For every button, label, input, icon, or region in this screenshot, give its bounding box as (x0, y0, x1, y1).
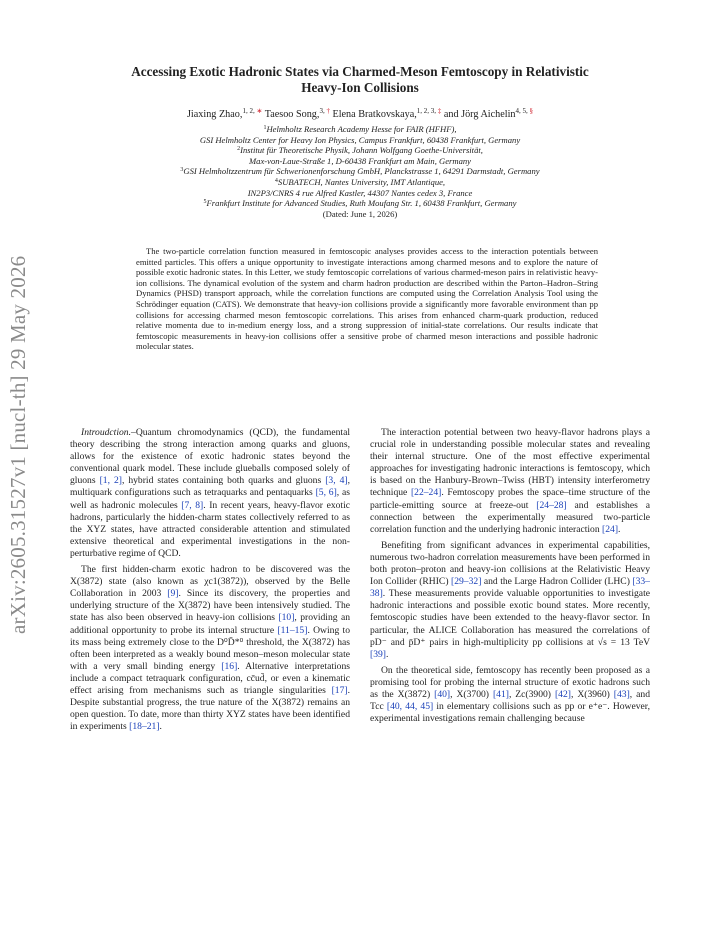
title-line: Heavy-Ion Collisions (301, 80, 419, 95)
author (187, 109, 262, 120)
text-run: , and Tcc (370, 688, 650, 713)
citation-link[interactable]: [11–15] (277, 624, 308, 636)
text-run: . In recent years, heavy-flavor exotic hadrons, particularly the hidden-charm states collectively referred to as the XYZ states, have attracted considerable attention and stimulated extensive theoretical and experimental investigations in the non-perturbative regime of QCD. (70, 499, 351, 559)
affil-numbers: 3, (319, 107, 327, 115)
citation-link[interactable]: [24–28] (536, 499, 567, 511)
citation-link[interactable]: [9] (167, 588, 179, 600)
text-run: , multiquark configurations such as tetraquarks and pentaquarks (70, 475, 350, 499)
citation-link[interactable]: [43] (613, 688, 630, 700)
affiliation-list (60, 124, 660, 219)
affiliation-text: GSI Helmholtz Center for Heavy Ion Physics, Campus Frankfurt, 60438 Frankfurt, Germany (199, 134, 521, 145)
arxiv-identifier[interactable]: arXiv:2605.31527v1 [nucl-th] 29 May 2026 (6, 255, 30, 635)
affiliation-line (60, 198, 660, 209)
affil-numbers: 1, 2, (242, 107, 257, 115)
citation-link[interactable]: [42] (554, 688, 571, 700)
text-run: and establishes a connection between the experimentally measured two-particle correlation function and the underlying hadronic interaction (370, 499, 650, 535)
affil-numbers: 1, 2, 3, (416, 107, 438, 115)
affiliation-text: Helmholtz Research Academy Hesse for FAIR (HFHF), (266, 124, 457, 134)
citation-link[interactable]: [40] (434, 688, 451, 700)
affiliation-text: Frankfurt Institute for Advanced Studies, Ruth Moufang Str. 1, 60438 Frankfurt, Germany (206, 198, 517, 209)
citation-link[interactable]: [16] (221, 660, 238, 672)
author-name: and Jörg Aichelin (443, 109, 516, 120)
citation-link[interactable]: [22–24] (410, 487, 442, 499)
affiliation-line (60, 166, 660, 177)
citation-link[interactable]: [1, 2] (99, 475, 122, 487)
abstract: The two-particle correlation function measured in femtoscopic analyses provides access to the interaction potentials between emitted particles. This offers a unique opportunity to investigate interactions among charmed mesons and to explore the nature of possible exotic hadronic states. In this Letter, we study femtoscopic correlations of various charmed-meson pairs in relativistic heavy-ion collisions. The dynamical evolution of the system and charm hadron production are described within the Parton–Hadron–String Dynamics (PHSD) transport approach, while the correlation functions are computed using the Correlation Analysis Tool using the Schrödinger equation (CATS). We demonstrate that heavy-ion collisions provide a significantly more favorable environment than pp collisions for accessing charmed meson femtoscopic correlations. This arises from enhanced charm-quark production, reduced relative momenta due to in-medium energy loss, and a strong suppression of initial-state correlations. Our results indicate that femtoscopic measurements in heavy-ion collisions offer a sensitive probe of charmed meson interactions and possible hadronic molecular states. (136, 246, 598, 352)
affiliation-line (60, 145, 660, 156)
citation-link[interactable]: [33–38] (370, 576, 650, 600)
citation-link[interactable]: [5, 6] (315, 487, 337, 499)
citation-link[interactable]: [7, 8] (181, 499, 204, 511)
citation-link[interactable]: [24] (602, 523, 619, 535)
affiliation-text: GSI Helmholtzzentrum für Schwerionenforschung GmbH, Planckstrasse 1, 64291 Darmstadt, Germany (183, 166, 540, 177)
text-run: . Alternative interpretations include a compact tetraquark configuration, cc̄ud̄, or even a kinematic effect arising from mechanisms such as triangle singularities (70, 660, 350, 696)
text-run: –Quantum chromodynamics (QCD), the fundamental theory describing the strong interaction among quarks and gluons, allows for the existence of exotic hadronic states beyond the conventional quark model. These include glueballs composed solely of gluons (70, 427, 350, 487)
affiliation-line (60, 156, 660, 167)
text-run: , Zc(3900) (508, 688, 555, 700)
author-name: Jiaxing Zhao, (186, 109, 243, 120)
author (265, 109, 330, 120)
title-line: Accessing Exotic Hadronic States via Charmed-Meson Femtoscopy in Relativistic (131, 64, 589, 79)
citation-link[interactable]: [17] (331, 684, 348, 696)
text-run: Benefiting from significant advances in experimental capabilities, numerous two-hadron correlation measurements have been performed in both proton–proton and heavy-ion collisions at the Relativistic Heavy Ion Collider (RHIC) (370, 539, 650, 588)
body-column-left (70, 427, 350, 737)
body-column-right (370, 427, 650, 729)
author-affil-index (516, 107, 534, 115)
text-run: and the Large Hadron Collider (LHC) (481, 576, 633, 588)
affil-numbers: 4, 5, (515, 107, 530, 115)
text-run: . (618, 523, 621, 535)
citation-link[interactable]: [40, 44, 45] (386, 701, 434, 713)
footnote-mark[interactable]: † (326, 107, 330, 115)
text-run: , hybrid states containing both quarks and gluons (121, 475, 326, 487)
affiliation-line (60, 135, 660, 146)
text-run: The first hidden-charm exotic hadron to be discovered was the X(3872) state (also known as χc1(3872)), observed by the Belle Collaboration in 2003 (70, 564, 350, 600)
citation-link[interactable]: [18–21] (129, 721, 160, 733)
text-run: The interaction potential between two heavy-flavor hadrons plays a crucial role in understanding possible molecular states and revealing their internal structure. One of the most effective experimental approaches for investigating hadronic interactions is femtoscopy, which is based on the Hanbury-Brown–Twiss (HBT) intensity interferometry technique (370, 427, 650, 499)
citation-link[interactable]: [29–32] (451, 576, 482, 588)
citation-link[interactable]: [39] (370, 648, 386, 660)
citation-link[interactable]: [41] (492, 688, 509, 700)
paragraph (70, 564, 350, 733)
affiliation-number: 5 (203, 199, 207, 206)
text-run: . (159, 721, 162, 733)
author-affil-index (417, 107, 442, 115)
author (332, 109, 441, 120)
footnote-mark[interactable]: ‡ (437, 107, 442, 115)
paragraph (370, 427, 650, 536)
paragraph (370, 540, 650, 661)
citation-link[interactable]: [10] (278, 612, 295, 624)
text-run: . Since its discovery, the properties and underlying structure of the X(3872) have been intensively studied. The state has also been observed in heavy-ion collisions (70, 588, 350, 624)
text-run: On the theoretical side, femtoscopy has recently been proposed as a promising tool for probing the internal structure of exotic hadrons such as the X(3872) (370, 664, 650, 700)
author-affil-index (242, 107, 262, 115)
paragraph (70, 427, 350, 560)
author-affil-index (319, 107, 330, 115)
text-run: , providing an additional opportunity to probe its internal structure (70, 612, 350, 636)
affiliation-line (60, 124, 660, 135)
section-lead: Introudction. (81, 427, 132, 438)
author-name: Taesoo Song, (264, 109, 320, 120)
citation-link[interactable]: [3, 4] (325, 475, 348, 487)
affiliation-text: Max-von-Laue-Straße 1, D-60438 Frankfurt am Main, Germany (249, 155, 471, 166)
text-run: . Despite substantial progress, the true nature of the X(3872) remains an open question. To date, more than thirty XYZ states have been identified in experiments (70, 684, 350, 733)
affiliation-line (60, 188, 660, 199)
affiliation-number: 4 (274, 177, 278, 184)
author-list (70, 108, 650, 121)
text-run: . (385, 648, 389, 660)
affiliation-number: 3 (180, 167, 184, 174)
text-run: , X(3960) (570, 688, 614, 700)
footnote-mark[interactable]: ∗ (256, 107, 263, 115)
affiliation-line (60, 177, 660, 188)
affiliation-text: Institut für Theoretische Physik, Johann Wolfgang Goethe-Universität, (240, 145, 483, 156)
author-name: Elena Bratkovskaya, (332, 109, 417, 120)
affiliation-text: IN2P3/CNRS 4 rue Alfred Kastler, 44307 Nantes cedex 3, France (247, 187, 473, 198)
affiliation-number: 2 (237, 146, 241, 153)
text-run: . These measurements provide valuable opportunities to investigate hadronic interactions and possible exotic bound states. More recently, femtoscopic studies have been extended to the heavy-flavor sector. In particular, the ALICE Collaboration has measured the correlations of pD⁻ and p̄D⁺ pairs in high-multiplicity pp collisions at √s = 13 TeV (370, 588, 650, 648)
author (444, 109, 533, 120)
affiliation-text: SUBATECH, Nantes University, IMT Atlantique, (277, 176, 446, 187)
text-run: . Owing to its mass being extremely close to the D⁰D̄*⁰ threshold, the X(3872) has often been interpreted as a weakly bound meson–meson molecular state with a very small binding energy (70, 624, 350, 672)
text-run: . Femtoscopy probes the space–time structure of the particle-emitting source at freeze-out (370, 487, 650, 511)
paper-title (70, 64, 650, 96)
dated: (Dated: June 1, 2026) (322, 208, 398, 219)
affiliation-number: 1 (263, 125, 267, 131)
footnote-mark[interactable]: § (529, 107, 534, 115)
text-run: , X(3700) (450, 688, 493, 700)
paragraph (370, 665, 650, 725)
text-run: in elementary collisions such as pp or e⁺e⁻. However, experimental investigations remain challenging because (370, 701, 651, 725)
text-run: , as well as hadronic molecules (70, 487, 350, 511)
